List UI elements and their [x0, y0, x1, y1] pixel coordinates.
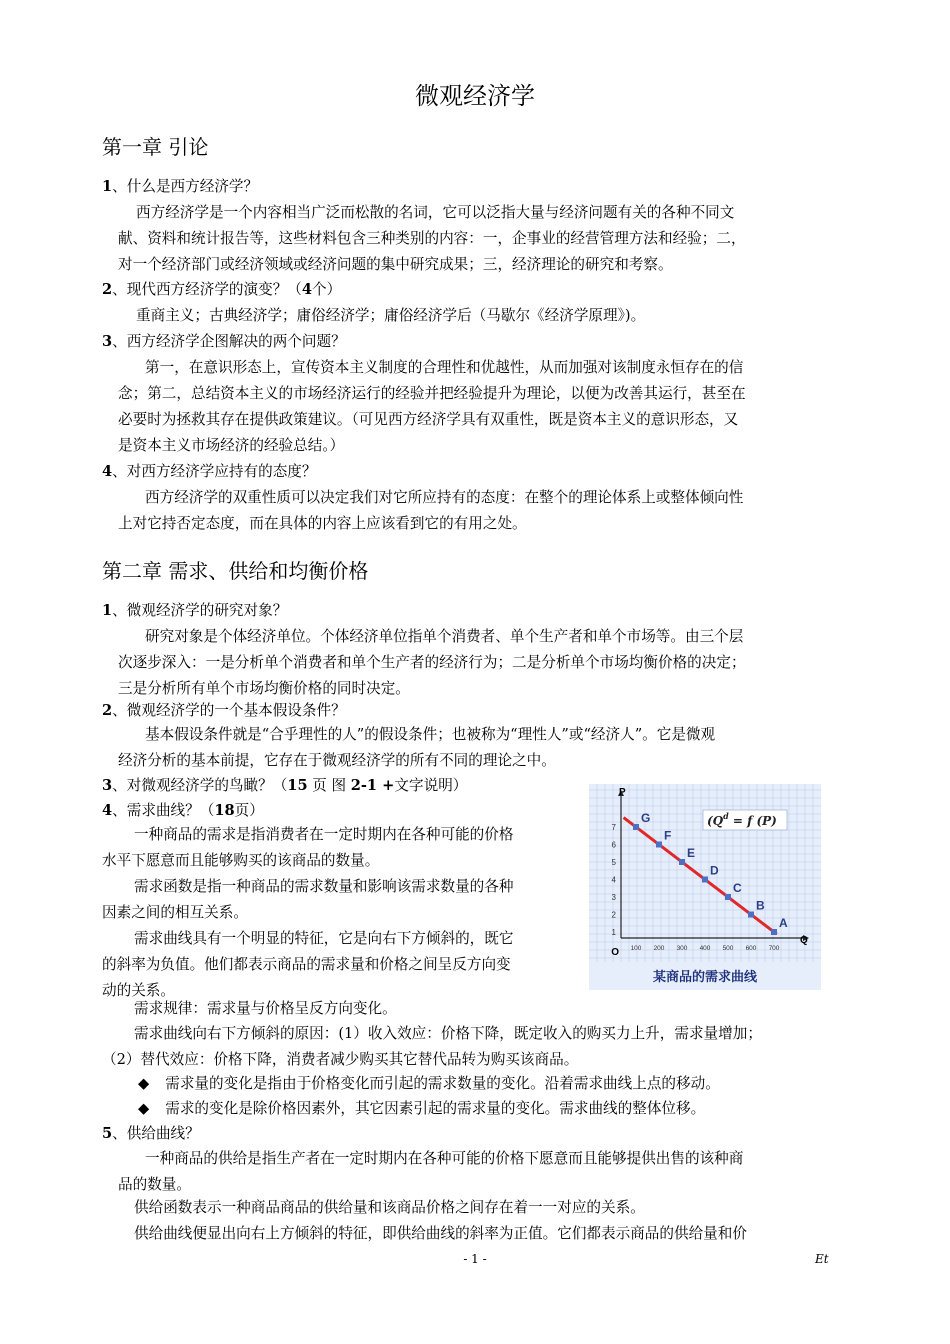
- ch1-q1-heading: 1、什么是西方经济学？: [102, 178, 259, 195]
- ch2-q2-answer: 基本假设条件就是“合乎理性的人”的假设条件；也被称为“理性人”或“经济人”。它是微观 经济分析的基本前提，它存在于微观经济学的所有不同的理论之中。: [118, 726, 716, 769]
- point-label-B: B: [756, 898, 765, 913]
- demand-curve-chart: [589, 784, 821, 990]
- chapter-2-heading: 第二章 需求、供给和均衡价格: [102, 559, 369, 583]
- ch2-q1-heading: 1、微观经济学的研究对象？: [102, 602, 288, 619]
- point-label-F: F: [664, 828, 672, 843]
- page-title: 微观经济学: [415, 82, 535, 110]
- formula-sup: d: [723, 811, 729, 821]
- demand-curve-reason: 需求曲线向右下方倾斜的原因：(1）收入效应：价格下降，既定收入的购买力上升，需求量增加； （2）替代效应：价格下降，消费者减少购买其它替代品转为购买该商品。: [102, 1025, 762, 1068]
- data-point-G: [633, 824, 639, 830]
- data-point-A: [771, 929, 777, 935]
- point-label-D: D: [710, 863, 719, 878]
- y-tick-label: 4: [611, 875, 616, 885]
- ch2-q5-answer-2: 供给函数表示一种商品商品的供给量和该商品价格之间存在着一一对应的关系。 供给曲线便显出向右上方倾斜的特征，即供给曲线的斜率为正值。它们都表示商品的供给量和价: [134, 1199, 747, 1242]
- x-tick-label: 200: [653, 945, 665, 952]
- ch1-q2-answer: 重商主义；古典经济学；庸俗经济学；庸俗经济学后（马歇尔《经济学原理》)。: [136, 307, 646, 324]
- ch1-q3-heading: 3、西方经济学企图解决的两个问题？: [102, 333, 346, 350]
- x-tick-label: 600: [745, 945, 757, 952]
- ch2-q1-answer: 研究对象是个体经济单位。个体经济单位指单个消费者、单个生产者和单个市场等。由三个层 次逐步深入：一是分析单个消费者和单个生产者的经济行为；二是分析单个市场均衡价格的决定； 三是分析所有单个市场均衡价格的同时决定。: [118, 628, 746, 697]
- point-label-E: E: [687, 846, 696, 860]
- formula-end: = f (P): [728, 814, 777, 828]
- ch2-q4-narrow-text: 一种商品的需求是指消费者在一定时期内在各种可能的价格 水平下愿意而且能够购买的该商品的数量。 需求函数是指一种商品的需求数量和影响该需求数量的各种 因素之间的相互关系。 需求曲线具有一个明显的特征，它是向右下方倾斜的，既它 的斜率为负值。他们都表示商品的需求量和价格之间呈反方向变 动的关系。: [102, 826, 514, 999]
- ch1-q1-answer: 西方经济学是一个内容相当广泛而松散的名词，它可以泛指大量与经济问题有关的各种不同文 献、资料和统计报告等，这些材料包含三种类别的内容：一，企事业的经营管理方法和经验；二， 对一个经济部门或经济领域或经济问题的集中研究成果；三，经济理论的研究和考察。: [118, 204, 746, 273]
- diamond-bullet-icon: ◆: [138, 1075, 150, 1092]
- ch1-q2-heading: 2、现代西方经济学的演变？（4个）: [102, 281, 342, 298]
- demand-function-label: [703, 810, 787, 830]
- data-point-C: [725, 894, 731, 900]
- y-tick-label: 2: [611, 910, 616, 920]
- y-tick-label: 5: [611, 858, 616, 867]
- y-tick-label: 6: [611, 840, 616, 850]
- x-tick-label: 100: [630, 945, 642, 952]
- x-tick-label: 300: [676, 945, 688, 952]
- diamond-bullet-icon: ◆: [138, 1100, 150, 1117]
- y-tick-label: 1: [611, 928, 616, 937]
- ch2-q3-heading: 3、对微观经济学的鸟瞰？（15 页 图 2-1 +文字说明）: [102, 777, 468, 794]
- x-tick-label: 700: [768, 945, 780, 952]
- data-point-F: [656, 842, 662, 848]
- x-axis-label: Q: [800, 935, 808, 946]
- page-number: - 1 -: [463, 1252, 487, 1266]
- x-tick-label: 400: [699, 945, 711, 952]
- ch2-q2-heading: 2、微观经济学的一个基本假设条件？: [102, 702, 346, 719]
- svg-text:(Qd = f (P): [707, 811, 777, 828]
- ch1-q4-answer: 西方经济学的双重性质可以决定我们对它所应持有的态度：在整个的理论体系上或整体倾向性 上对它持否定态度，而在具体的内容上应该看到它的有用之处。: [118, 489, 744, 532]
- y-tick-label: 7: [611, 823, 616, 832]
- data-point-D: [702, 877, 708, 883]
- point-label-C: C: [733, 881, 742, 895]
- data-point-B: [748, 912, 754, 918]
- bullet-item: ◆ 需求量的变化是指由于价格变化而引起的需求数量的变化。沿着需求曲线上点的移动。: [138, 1075, 720, 1092]
- x-tick-label: 500: [722, 945, 734, 952]
- ch1-q3-answer: 第一，在意识形态上，宣传资本主义制度的合理性和优越性，从而加强对该制度永恒存在的信 念；第二，总结资本主义的市场经济运行的经验并把经验提升为理论，以便为改善其运行，甚至在 必要时为拯救其存在提供政策建议。（可见西方经济学具有双重性，既是资本主义的意识形态，又 是资本主义市场经济的经验总结。）: [118, 359, 746, 454]
- point-label-A: A: [779, 916, 788, 930]
- data-point-E: [679, 859, 685, 865]
- ch2-q5-heading: 5、供给曲线？: [102, 1125, 200, 1142]
- demand-law: 需求规律：需求量与价格呈反方向变化。: [134, 1000, 397, 1017]
- y-axis-label: P: [619, 787, 626, 798]
- origin-label: O: [611, 947, 619, 958]
- ch1-q4-heading: 4、对西方经济学应持有的态度？: [102, 463, 317, 480]
- bullet-item: ◆ 需求的变化是除价格因素外，其它因素引起的需求量的变化。需求曲线的整体位移。: [138, 1100, 706, 1117]
- y-tick-label: 3: [611, 893, 616, 902]
- chapter-1-heading: 第一章 引论: [102, 135, 209, 159]
- footer-mark: Et: [815, 1252, 829, 1266]
- point-label-G: G: [641, 811, 651, 825]
- chart-title: 某商品的需求曲线: [652, 970, 758, 985]
- ch2-q5-answer: 一种商品的供给是指生产者在一定时期内在各种可能的价格下愿意而且能够提供出售的该种商 品的数量。: [118, 1150, 744, 1193]
- formula-base: (Q: [707, 814, 724, 828]
- ch2-q4-heading: 4、需求曲线？（18页）: [102, 802, 264, 819]
